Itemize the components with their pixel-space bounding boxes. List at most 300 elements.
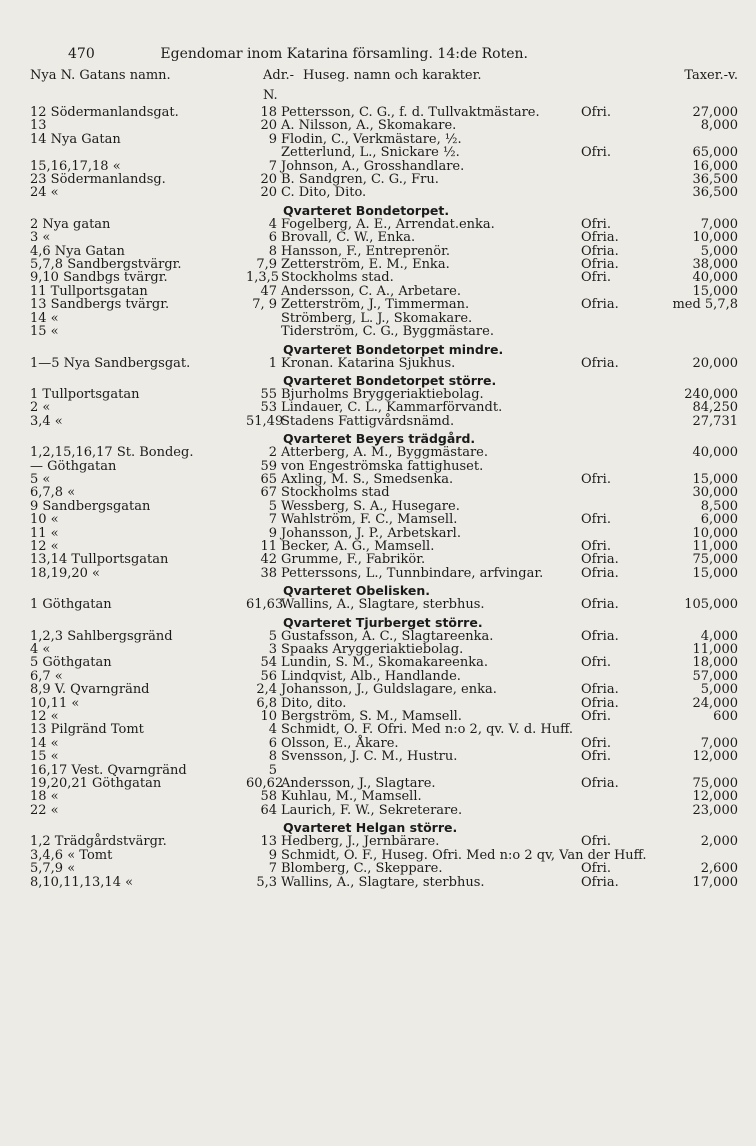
owner-cell: Stockholms stad: [281, 485, 390, 501]
owner-cell: A. Nilsson, A., Skomakare.: [281, 118, 457, 134]
address-no-cell: 54: [260, 655, 277, 671]
owner-cell: Stadens Fattigvårdsnämd.: [281, 413, 455, 429]
street-cell: 13,14 Tullportsgatan: [30, 552, 169, 568]
tax-type-cell: [581, 643, 628, 656]
street-cell: 3 «: [30, 230, 51, 246]
table-row: [30, 146, 738, 159]
owner-cell: Olsson, E., Åkare.: [281, 735, 399, 751]
table-row: [30, 630, 738, 643]
table-row: [30, 598, 738, 611]
table-row: [30, 553, 738, 566]
table-row: [30, 298, 738, 311]
owner-cell: Becker, A. G., Mamsell.: [281, 538, 435, 554]
table-row: [30, 173, 738, 186]
table-row: [30, 325, 738, 338]
address-no-cell: 55: [260, 386, 277, 402]
tax-type-cell: [581, 764, 628, 777]
tax-type-cell: [581, 325, 628, 338]
tax-value-cell: 27,000: [692, 105, 738, 120]
street-cell: 11 «: [30, 525, 59, 541]
tax-value-cell: 600: [713, 709, 738, 725]
tax-value-cell: 36,500: [692, 172, 738, 188]
tax-type-cell: Ofria.: [581, 243, 619, 259]
tax-type-cell: Ofri.: [581, 834, 611, 850]
table-row: [30, 710, 738, 723]
tax-value-cell: 15,000: [692, 283, 738, 299]
street-cell: 15 «: [30, 324, 59, 340]
tax-value-cell: 23,000: [692, 802, 738, 818]
address-no-cell: 6: [268, 735, 277, 751]
street-cell: 5 Göthgatan: [30, 655, 112, 671]
owner-cell: von Engeströmska fattighuset.: [281, 458, 484, 474]
address-no-cell: 7: [268, 861, 277, 877]
table-row: [30, 643, 738, 656]
tax-type-cell: [581, 186, 628, 199]
address-no-cell: 8: [268, 749, 277, 765]
owner-cell: Lindauer, C. L., Kammarförvandt.: [281, 400, 503, 416]
section-heading: Qvarteret Tjurberget större.: [283, 614, 483, 630]
street-cell: 1,2,3 Sahlbergsgränd: [30, 628, 173, 644]
table-row: [30, 764, 738, 777]
street-cell: 4 «: [30, 642, 51, 657]
street-cell: 13: [30, 118, 47, 134]
table-row: [30, 415, 738, 428]
tax-value-cell: 15,000: [692, 565, 738, 581]
owner-cell: Bjurholms Bryggeriaktiebolag.: [281, 386, 484, 402]
owner-cell: Gustafsson, A. C., Slagtareenka.: [281, 628, 494, 644]
street-cell: 12 Södermanlandsgat.: [30, 105, 179, 120]
tax-type-cell: [581, 670, 628, 683]
owner-cell: Kronan. Katarina Sjukhus.: [281, 355, 456, 371]
address-no-cell: 6: [268, 230, 277, 246]
street-cell: 1—5 Nya Sandbergsgat.: [30, 355, 191, 371]
street-cell: 18,19,20 «: [30, 565, 100, 581]
tax-type-cell: Ofria.: [581, 776, 619, 792]
tax-value-cell: 15,000: [692, 471, 738, 487]
tax-type-cell: Ofri.: [581, 709, 611, 725]
owner-cell: Andersson, C. A., Arbetare.: [281, 283, 461, 299]
section-heading: Qvarteret Bondetorpet.: [283, 202, 450, 218]
tax-type-cell: Ofri.: [581, 749, 611, 765]
street-cell: 19,20,21 Göthgatan: [30, 776, 162, 792]
tax-type-cell: [581, 723, 628, 736]
owner-cell: Schmidt, O. F. Ofri. Med n:o 2, qv. V. d. Huff.: [281, 722, 574, 738]
address-no-cell: 5: [268, 498, 277, 514]
tax-type-cell: [581, 388, 628, 401]
owner-cell: Blomberg, C., Skeppare.: [281, 861, 443, 877]
address-no-cell: 13: [260, 834, 277, 850]
owner-cell: Bergström, S. M., Mamsell.: [281, 709, 462, 725]
street-cell: 15 «: [30, 749, 59, 765]
address-no-cell: 2: [268, 445, 277, 461]
street-cell: 24 «: [30, 185, 59, 201]
tax-type-cell: [581, 401, 628, 414]
tax-type-cell: Ofri.: [581, 105, 611, 120]
owner-cell: Strömberg, L. J., Skomakare.: [281, 310, 473, 326]
table-row: [30, 388, 738, 401]
address-no-cell: 5: [268, 762, 277, 778]
tax-type-cell: Ofri.: [581, 861, 611, 877]
address-no-cell: 38: [260, 565, 277, 581]
address-no-cell: 6,8: [256, 695, 277, 711]
table-row: [30, 446, 738, 459]
column-headers: [30, 66, 738, 106]
address-no-cell: 2,4: [256, 682, 277, 698]
table-row: [30, 683, 738, 696]
tax-value-cell: 2,000: [700, 834, 738, 850]
owner-cell: Lundin, S. M., Skomakareenka.: [281, 655, 488, 671]
owner-cell: Johnson, A., Grosshandlare.: [281, 158, 465, 174]
tax-type-cell: Ofria.: [581, 355, 619, 371]
address-no-cell: 8: [268, 243, 277, 259]
table-row: [30, 777, 738, 790]
address-no-cell: [246, 312, 281, 325]
tax-type-cell: Ofri.: [581, 512, 611, 528]
street-cell: 5 «: [30, 471, 51, 487]
section-heading: Qvarteret Bondetorpet större.: [283, 372, 497, 388]
tax-value-cell: 24,000: [692, 695, 738, 711]
tax-type-cell: [581, 527, 628, 540]
owner-cell: Svensson, J. C. M., Hustru.: [281, 749, 458, 765]
tax-type-cell: Ofria.: [581, 257, 619, 273]
table-row: [30, 160, 738, 173]
owner-cell: Laurich, F. W., Sekreterare.: [281, 802, 463, 818]
address-no-cell: 9: [268, 131, 277, 147]
owner-cell: C. Dito, Dito.: [281, 185, 367, 201]
tax-type-cell: Ofria.: [581, 628, 619, 644]
address-no-cell: 51,49: [246, 413, 284, 429]
street-cell: 4,6 Nya Gatan: [30, 243, 125, 259]
tax-type-cell: Ofri.: [581, 216, 611, 232]
table-row: [30, 258, 738, 271]
tax-value-cell: [628, 312, 738, 325]
table-row: [30, 723, 738, 736]
street-cell: 1 Tullportsgatan: [30, 386, 140, 402]
tax-type-cell: [581, 500, 628, 513]
tax-type-cell: [581, 790, 628, 803]
table-row: [30, 460, 738, 473]
table-row: [30, 231, 738, 244]
owner-cell: Johansson, J., Guldslagare, enka.: [281, 682, 497, 698]
street-cell: 13 Sandbergs tvärgr.: [30, 297, 170, 313]
tax-type-cell: Ofria.: [581, 565, 619, 581]
tax-value-cell: 6,000: [700, 512, 738, 528]
address-no-cell: 11: [260, 538, 277, 554]
table-row: [30, 500, 738, 513]
page-title: Egendomar inom Katarina församling. 14:de Roten.: [160, 46, 528, 62]
owner-cell: Kuhlau, M., Mamsell.: [281, 789, 422, 805]
table-row: [30, 513, 738, 526]
owner-cell: Zetterström, E. M., Enka.: [281, 257, 450, 273]
street-cell: 1,2 Trädgårdstvärgr.: [30, 834, 167, 850]
table-row: [30, 835, 738, 848]
tax-type-cell: [581, 804, 628, 817]
tax-value-cell: 20,000: [692, 355, 738, 371]
street-cell: 14 «: [30, 310, 59, 326]
street-cell: 16,17 Vest. Qvarngränd: [30, 762, 187, 778]
tax-type-cell: [581, 415, 628, 428]
table-row: [30, 656, 738, 669]
address-no-cell: 7: [268, 512, 277, 528]
table-row: [30, 540, 738, 553]
address-no-cell: 60,62: [246, 776, 284, 792]
address-no-cell: 5: [268, 628, 277, 644]
tax-value-cell: 2,600: [700, 861, 738, 877]
tax-value-cell: 27,731: [692, 413, 738, 429]
tax-type-cell: Ofri.: [581, 655, 611, 671]
owner-cell: Wahlström, F. C., Mamsell.: [281, 512, 458, 528]
address-no-cell: 7,9: [256, 257, 277, 273]
tax-value-cell: 65,000: [692, 145, 738, 161]
owner-cell: Axling, M. S., Smedsenka.: [281, 471, 454, 487]
tax-value-cell: 7,000: [700, 735, 738, 751]
address-no-cell: 67: [260, 485, 277, 501]
owner-cell: Lindqvist, Alb., Handlande.: [281, 668, 461, 684]
section-heading: Qvarteret Helgan större.: [283, 820, 458, 836]
address-no-cell: 4: [268, 722, 277, 738]
owner-cell: Zetterström, J., Timmerman.: [281, 297, 470, 313]
col-owner: Huseg. namn och karakter.: [303, 68, 482, 83]
tax-value-cell: 8,500: [700, 498, 738, 514]
owner-cell: Brovall, C. W., Enka.: [281, 230, 416, 246]
owner-cell: Schmidt, O. F., Huseg. Ofri. Med n:o 2 qv, Van der Huff.: [281, 847, 647, 863]
tax-value-cell: 57,000: [692, 668, 738, 684]
owner-cell: B. Sandgren, C. G., Fru.: [281, 172, 439, 188]
section-heading: Qvarteret Obelisken.: [283, 583, 430, 599]
table-row: [30, 473, 738, 486]
tax-value-cell: 30,000: [692, 485, 738, 501]
street-cell: 9 Sandbergsgatan: [30, 498, 151, 514]
table-row: [30, 119, 738, 132]
table-row: [30, 401, 738, 414]
tax-type-cell: Ofria.: [581, 597, 619, 613]
street-cell: 6,7,8 «: [30, 485, 76, 501]
tax-value-cell: 40,000: [692, 270, 738, 286]
owner-cell: Petterssons, L., Tunnbindare, arfvingar.: [281, 565, 544, 581]
col-street: Nya N. Gatans namn.: [30, 68, 171, 83]
tax-type-cell: Ofri.: [581, 471, 611, 487]
table-row: [30, 186, 738, 199]
owner-cell: Wallins, A., Slagtare, sterbhus.: [281, 874, 485, 890]
tax-value-cell: 105,000: [684, 597, 738, 613]
street-cell: [30, 146, 246, 159]
tax-value-cell: [628, 723, 738, 736]
tax-type-cell: [581, 160, 628, 173]
owner-cell: Wallins, A., Slagtare, sterbhus.: [281, 597, 485, 613]
street-cell: 6,7 «: [30, 668, 63, 684]
table-row: [30, 245, 738, 258]
tax-type-cell: Ofria.: [581, 297, 619, 313]
tax-value-cell: 17,000: [692, 874, 738, 890]
tax-value-cell: 18,000: [692, 655, 738, 671]
col-tax: Taxer.-v.: [684, 68, 738, 83]
owner-cell: Pettersson, C. G., f. d. Tullvaktmästare.: [281, 105, 540, 120]
address-no-cell: 10: [260, 709, 277, 725]
street-cell: 1 Göthgatan: [30, 597, 112, 613]
tax-type-cell: Ofria.: [581, 874, 619, 890]
table-row: [30, 271, 738, 284]
table-row: [30, 697, 738, 710]
street-cell: 1,2,15,16,17 St. Bondeg.: [30, 445, 194, 461]
street-cell: 3,4,6 « Tomt: [30, 847, 113, 863]
address-no-cell: 1,3,5: [246, 270, 280, 286]
owner-cell: Hedberg, J., Jernbärare.: [281, 834, 440, 850]
tax-value-cell: 4,000: [700, 628, 738, 644]
street-cell: 18 «: [30, 789, 59, 805]
table-row: [30, 357, 738, 370]
street-cell: 2 Nya gatan: [30, 216, 111, 232]
tax-value-cell: 40,000: [692, 445, 738, 461]
address-no-cell: 9: [268, 525, 277, 541]
owner-cell: Dito, dito.: [281, 695, 347, 711]
tax-type-cell: Ofri.: [581, 270, 611, 286]
owner-cell: Johansson, J. P., Arbetskarl.: [281, 525, 461, 541]
tax-value-cell: 84,250: [692, 400, 738, 416]
address-no-cell: 20: [260, 185, 277, 201]
address-no-cell: 1: [268, 355, 277, 371]
table-row: [30, 670, 738, 683]
tax-value-cell: 8,000: [700, 118, 738, 134]
address-no-cell: 5,3: [256, 874, 277, 890]
address-no-cell: 4: [268, 216, 277, 232]
property-list: [30, 106, 738, 889]
owner-cell: Wessberg, S. A., Husegare.: [281, 498, 460, 514]
address-no-cell: 42: [260, 552, 277, 568]
street-cell: 8,9 V. Qvarngränd: [30, 682, 150, 698]
address-no-cell: 58: [260, 789, 277, 805]
tax-value-cell: 5,000: [700, 243, 738, 259]
table-row: [30, 737, 738, 750]
street-cell: 10,11 «: [30, 695, 80, 711]
street-cell: 13 Pilgränd Tomt: [30, 722, 144, 738]
street-cell: 10 «: [30, 512, 59, 528]
tax-type-cell: Ofri.: [581, 145, 611, 161]
tax-value-cell: 5,000: [700, 682, 738, 698]
address-no-cell: 18: [260, 105, 277, 120]
tax-value-cell: [628, 764, 738, 777]
tax-type-cell: Ofria.: [581, 695, 619, 711]
owner-cell: Grumme, F., Fabrikör.: [281, 552, 426, 568]
address-no-cell: [246, 325, 281, 338]
tax-value-cell: 16,000: [692, 158, 738, 174]
tax-value-cell: 11,000: [692, 538, 738, 554]
tax-type-cell: Ofria.: [581, 682, 619, 698]
tax-type-cell: [581, 133, 628, 146]
table-row: [30, 106, 738, 119]
section-heading: Qvarteret Bondetorpet mindre.: [283, 341, 504, 357]
street-cell: 14 «: [30, 735, 59, 751]
address-no-cell: [246, 146, 281, 159]
table-row: [30, 312, 738, 325]
tax-type-cell: [581, 119, 628, 132]
tax-type-cell: Ofria.: [581, 230, 619, 246]
address-no-cell: 7, 9: [252, 297, 277, 313]
tax-value-cell: 75,000: [692, 776, 738, 792]
street-cell: 15,16,17,18 «: [30, 158, 121, 174]
tax-type-cell: Ofria.: [581, 552, 619, 568]
address-no-cell: 61,63: [246, 597, 284, 613]
street-cell: 8,10,11,13,14 «: [30, 874, 134, 890]
tax-type-cell: [581, 285, 628, 298]
owner-cell: [281, 764, 581, 777]
page-number: 470: [68, 46, 95, 62]
owner-cell: Tiderström, C. G., Byggmästare.: [281, 324, 494, 340]
tax-type-cell: [581, 486, 628, 499]
table-row: [30, 486, 738, 499]
address-no-cell: 9: [268, 847, 277, 863]
street-cell: — Göthgatan: [30, 458, 117, 474]
address-no-cell: 53: [260, 400, 277, 416]
tax-type-cell: [581, 312, 628, 325]
street-cell: 14 Nya Gatan: [30, 131, 121, 147]
street-cell: 2 «: [30, 400, 51, 416]
street-cell: 9,10 Sandbgs tvärgr.: [30, 270, 168, 286]
tax-type-cell: Ofri.: [581, 735, 611, 751]
tax-value-cell: [628, 325, 738, 338]
table-row: [30, 567, 738, 580]
table-row: [30, 790, 738, 803]
street-cell: 23 Södermanlandsg.: [30, 172, 166, 188]
table-row: [30, 527, 738, 540]
address-no-cell: 20: [260, 172, 277, 188]
tax-value-cell: [628, 133, 738, 146]
owner-cell: Fogelberg, A. E., Arrendat.enka.: [281, 216, 495, 232]
address-no-cell: 7: [268, 158, 277, 174]
tax-value-cell: 75,000: [692, 552, 738, 568]
col-address-no: Adr.-N.: [263, 68, 295, 103]
table-row: [30, 750, 738, 763]
address-no-cell: 65: [260, 471, 277, 487]
owner-cell: Hansson, F., Entreprenör.: [281, 243, 450, 259]
owner-cell: Stockholms stad.: [281, 270, 394, 286]
street-cell: 5,7,8 Sandbergstvärgr.: [30, 257, 182, 273]
street-cell: 22 «: [30, 802, 59, 818]
address-no-cell: 47: [260, 283, 277, 299]
table-row: [30, 862, 738, 875]
address-no-cell: 3: [268, 642, 277, 657]
table-row: [30, 804, 738, 817]
address-no-cell: 59: [260, 458, 277, 474]
tax-value-cell: 36,500: [692, 185, 738, 201]
tax-type-cell: [581, 460, 628, 473]
table-row: [30, 849, 738, 862]
address-no-cell: 20: [260, 118, 277, 134]
tax-value-cell: 10,000: [692, 230, 738, 246]
tax-type-cell: [581, 173, 628, 186]
owner-cell: Atterberg, A. M., Byggmästare.: [281, 445, 488, 461]
table-row: [30, 218, 738, 231]
tax-value-cell: 10,000: [692, 525, 738, 541]
tax-value-cell: 12,000: [692, 789, 738, 805]
tax-type-cell: [581, 446, 628, 459]
table-row: [30, 876, 738, 889]
tax-value-cell: [628, 460, 738, 473]
section-heading: Qvarteret Beyers trädgård.: [283, 431, 476, 447]
tax-value-cell: 38,000: [692, 257, 738, 273]
street-cell: 12 «: [30, 538, 59, 554]
tax-value-cell: 240,000: [684, 386, 738, 402]
owner-cell: Spaaks Aryggeriaktiebolag.: [281, 642, 464, 657]
tax-value-cell: med 5,7,8: [672, 297, 738, 313]
page-header: [30, 44, 738, 64]
street-cell: 11 Tullportsgatan: [30, 283, 148, 299]
table-row: [30, 133, 738, 146]
owner-cell: Flodin, C., Verkmästare, ½.: [281, 131, 462, 147]
table-row: [30, 285, 738, 298]
address-no-cell: 64: [260, 802, 277, 818]
tax-value-cell: 7,000: [700, 216, 738, 232]
tax-type-cell: [581, 849, 628, 862]
